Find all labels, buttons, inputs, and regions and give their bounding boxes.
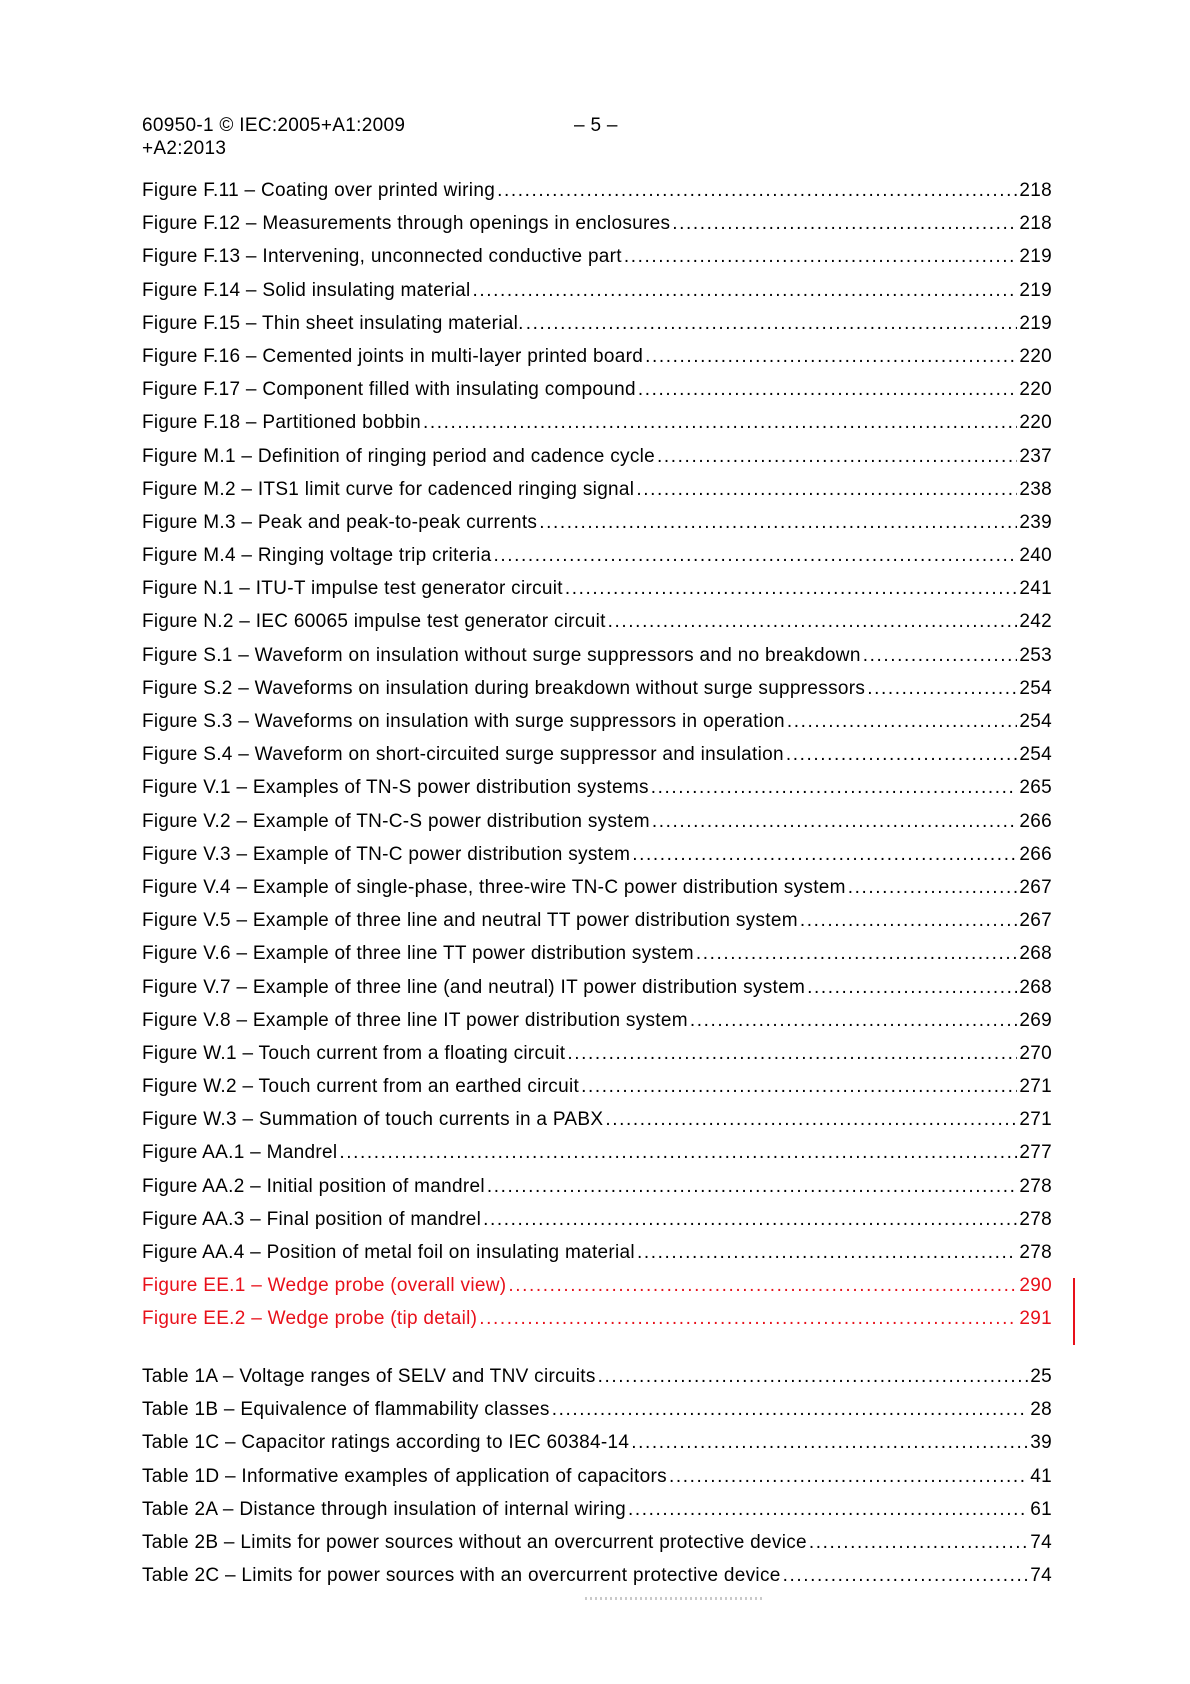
figure-entry[interactable] [142,1142,1052,1175]
dot-leader [631,1432,1028,1454]
figure-entry-page: 267 [1019,876,1052,898]
figure-entry-title: Figure S.4 – Waveform on short-circuited surge suppressor and insulation [142,744,784,766]
dot-leader [508,1275,1017,1297]
figure-entry[interactable] [142,943,1052,976]
figure-entry[interactable] [142,1176,1052,1209]
figure-entry-title: Figure M.1 – Definition of ringing period and cadence cycle [142,445,656,467]
table-entry-title: Table 2C – Limits for power sources with an overcurrent protective device [142,1565,781,1587]
figure-entry[interactable] [142,1209,1052,1242]
figure-entry-title: Figure V.3 – Example of TN-C power distribution system [142,843,631,865]
figure-entry-title: Figure V.4 – Example of single-phase, three-wire TN-C power distribution system [142,876,846,898]
scan-artifact [585,1597,765,1600]
figure-entry-title: Figure F.17 – Component filled with insulating compound [142,379,636,401]
table-entry[interactable] [142,1432,1052,1465]
figure-entry[interactable] [142,711,1052,744]
document-identifier: 60950-1 © IEC:2005+A1:2009 [142,115,406,136]
dot-leader [628,1499,1028,1521]
table-entry-title: Table 2A – Distance through insulation of internal wiring [142,1498,626,1520]
figure-entry-page: 219 [1019,279,1052,301]
figure-entry-page: 238 [1019,478,1052,500]
list-of-figures [142,180,1052,1342]
figure-entry-page: 254 [1019,711,1052,732]
dot-leader [423,412,1017,434]
figure-entry[interactable] [142,1010,1052,1043]
figure-entry-page: 270 [1019,1042,1052,1064]
figure-entry-page: 278 [1019,1242,1052,1263]
figure-entry-title: Figure S.3 – Waveforms on insulation with surge suppressors in operation [142,711,785,732]
table-entry[interactable] [142,1499,1052,1532]
dot-leader [786,744,1018,766]
figure-entry-title: Figure AA.2 – Initial position of mandrel [142,1175,485,1197]
figure-entry-page: 254 [1019,677,1052,699]
figure-entry-page: 239 [1019,511,1052,533]
figure-entry-title: Figure AA.4 – Position of metal foil on insulating material [142,1242,635,1263]
figure-entry-page: 268 [1019,943,1052,965]
dot-leader [807,977,1017,999]
figure-entry-title: Figure EE.2 – Wedge probe (tip detail) [142,1308,478,1330]
figure-entry-page: 271 [1019,1109,1052,1131]
dot-leader [809,1532,1028,1554]
figure-entry-page: 219 [1019,246,1052,268]
table-entry-page: 39 [1030,1432,1052,1454]
figure-entry-title: Figure S.2 – Waveforms on insulation during breakdown without surge suppressors [142,677,866,699]
table-entry[interactable] [142,1399,1052,1432]
dot-leader [696,943,1018,965]
table-entry-page: 74 [1030,1531,1052,1553]
dot-leader [567,1043,1017,1065]
figure-entry-page: 266 [1019,843,1052,865]
figure-entry-page: 265 [1019,777,1052,799]
figure-entry[interactable] [142,246,1052,279]
figure-entry[interactable] [142,346,1052,379]
page-header [142,114,618,160]
dot-leader [672,213,1017,235]
table-entry[interactable] [142,1366,1052,1399]
figure-entry[interactable] [142,1275,1052,1308]
figure-entry-page: 220 [1019,412,1052,434]
figure-entry-title: Figure W.2 – Touch current from an earthed circuit [142,1076,580,1098]
figure-entry-page: 268 [1019,976,1052,998]
figure-entry-title: Figure AA.1 – Mandrel [142,1142,338,1164]
dot-leader [657,446,1017,468]
dot-leader [800,910,1018,932]
figure-entry[interactable] [142,446,1052,479]
table-entry-title: Table 1D – Informative examples of application of capacitors [142,1465,667,1487]
figure-entry-title: Figure EE.1 – Wedge probe (overall view) [142,1275,507,1297]
figure-entry-title: Figure W.1 – Touch current from a floating circuit [142,1042,566,1064]
figure-entry-page: 237 [1019,445,1052,467]
table-entry-title: Table 1A – Voltage ranges of SELV and TNV circuits [142,1366,596,1387]
figure-entry[interactable] [142,479,1052,512]
dot-leader [645,346,1017,368]
table-entry[interactable] [142,1565,1052,1598]
figure-entry[interactable] [142,1043,1052,1076]
figure-entry[interactable] [142,678,1052,711]
figure-entry-title: Figure F.18 – Partitioned bobbin [142,412,421,434]
figure-entry-page: 220 [1019,379,1052,401]
figure-entry-page: 218 [1019,213,1052,235]
figure-entry-title: Figure V.6 – Example of three line TT power distribution system [142,943,694,965]
table-entry-title: Table 2B – Limits for power sources without an overcurrent protective device [142,1531,807,1553]
figure-entry-page: 267 [1019,910,1052,932]
dot-leader [339,1142,1017,1164]
figure-entry-title: Figure S.1 – Waveform on insulation without surge suppressors and no breakdown [142,644,861,666]
figure-entry[interactable] [142,645,1052,678]
dot-leader [783,1565,1029,1587]
figure-entry-page: 269 [1019,1009,1052,1031]
figure-entry-page: 266 [1019,810,1052,832]
table-entry[interactable] [142,1532,1052,1565]
figure-entry[interactable] [142,313,1052,346]
dot-leader [552,1399,1029,1421]
figure-entry-page: 240 [1019,545,1052,567]
figure-entry-title: Figure M.3 – Peak and peak-to-peak currents [142,511,538,533]
figure-entry[interactable] [142,578,1052,611]
dot-leader [624,246,1018,268]
dot-leader [848,877,1018,899]
figure-entry[interactable] [142,877,1052,910]
figure-entry-title: Figure M.4 – Ringing voltage trip criteria [142,545,492,567]
figure-entry[interactable] [142,1308,1052,1341]
figure-entry[interactable] [142,844,1052,877]
dot-leader [632,844,1017,866]
figure-entry-page: 278 [1019,1208,1052,1230]
dot-leader [473,280,1018,302]
figure-entry-title: Figure F.16 – Cemented joints in multi-layer printed board [142,345,644,367]
dot-leader [652,811,1018,833]
figure-entry-page: 253 [1019,644,1052,666]
figure-entry-title: Figure N.2 – IEC 60065 impulse test generator circuit [142,611,606,633]
figure-entry-title: Figure F.14 – Solid insulating material [142,279,471,301]
table-entry-page: 25 [1030,1366,1052,1387]
figure-entry-page: 219 [1019,312,1052,334]
figure-entry-title: Figure V.1 – Examples of TN-S power distribution systems [142,777,649,799]
figure-entry-title: Figure F.12 – Measurements through openings in enclosures [142,213,671,235]
dot-leader [637,1242,1017,1264]
figure-entry-title: Figure N.1 – ITU-T impulse test generator circuit [142,578,563,600]
dot-leader [605,1109,1017,1131]
figure-entry-page: 291 [1019,1308,1052,1330]
figure-entry[interactable] [142,412,1052,445]
figure-entry-page: 254 [1019,744,1052,766]
table-entry-title: Table 1C – Capacitor ratings according to IEC 60384-14 [142,1432,630,1454]
figure-entry-title: Figure F.13 – Intervening, unconnected conductive part [142,246,622,268]
dot-leader [608,611,1018,633]
dot-leader [636,479,1017,501]
figure-entry-page: 290 [1019,1275,1052,1297]
dot-leader [669,1466,1028,1488]
dot-leader [493,545,1017,567]
page-number: – 5 – [574,115,618,136]
figure-entry-page: 278 [1019,1175,1052,1197]
dot-leader [863,645,1018,667]
figure-entry[interactable] [142,611,1052,644]
dot-leader [867,678,1017,700]
figure-entry-title: Figure F.15 – Thin sheet insulating material. [142,312,524,334]
figure-entry[interactable] [142,1076,1052,1109]
dot-leader [565,578,1018,600]
figure-entry-page: 277 [1019,1142,1052,1164]
figure-entry-title: Figure M.2 – ITS1 limit curve for cadenced ringing signal [142,478,635,500]
figure-entry-title: Figure F.11 – Coating over printed wiring [142,180,496,201]
amendment-change-bar [1073,1278,1075,1345]
figure-entry-title: Figure AA.3 – Final position of mandrel [142,1208,482,1230]
figure-entry-page: 241 [1019,578,1052,600]
dot-leader [690,1010,1018,1032]
figure-entry-page: 271 [1019,1076,1052,1098]
figure-entry-page: 220 [1019,345,1052,367]
dot-leader [598,1366,1029,1388]
figure-entry[interactable] [142,545,1052,578]
figure-entry[interactable] [142,512,1052,545]
dot-leader [638,379,1018,401]
figure-entry-title: Figure V.2 – Example of TN-C-S power distribution system [142,810,650,832]
table-entry-page: 28 [1030,1399,1052,1421]
dot-leader [487,1176,1018,1198]
figure-entry[interactable] [142,744,1052,777]
table-entry-title: Table 1B – Equivalence of flammability classes [142,1399,550,1421]
figure-entry[interactable] [142,977,1052,1010]
dot-leader [581,1076,1017,1098]
dot-leader [651,777,1018,799]
document-amendment: +A2:2013 [142,138,227,159]
figure-entry[interactable] [142,180,1052,213]
figure-entry[interactable] [142,910,1052,943]
figure-entry[interactable] [142,1242,1052,1275]
figure-entry[interactable] [142,811,1052,844]
dot-leader [539,512,1017,534]
figure-entry-title: Figure W.3 – Summation of touch currents in a PABX [142,1109,604,1131]
figure-entry-title: Figure V.7 – Example of three line (and neutral) IT power distribution system [142,976,806,998]
dot-leader [787,711,1017,733]
figure-entry-page: 242 [1019,611,1052,633]
table-entry-page: 41 [1030,1465,1052,1487]
table-entry[interactable] [142,1466,1052,1499]
dot-leader [526,313,1018,335]
figure-entry[interactable] [142,280,1052,313]
list-of-tables [142,1366,1052,1598]
figure-entry-page: 218 [1019,180,1052,201]
dot-leader [497,180,1017,202]
figure-entry[interactable] [142,379,1052,412]
figure-entry[interactable] [142,1109,1052,1142]
figure-entry[interactable] [142,777,1052,810]
table-entry-page: 61 [1030,1498,1052,1520]
figure-entry-title: Figure V.8 – Example of three line IT power distribution system [142,1009,688,1031]
table-entry-page: 74 [1030,1565,1052,1587]
dot-leader [483,1209,1017,1231]
figure-entry[interactable] [142,213,1052,246]
dot-leader [479,1308,1017,1330]
figure-entry-title: Figure V.5 – Example of three line and neutral TT power distribution system [142,910,798,932]
